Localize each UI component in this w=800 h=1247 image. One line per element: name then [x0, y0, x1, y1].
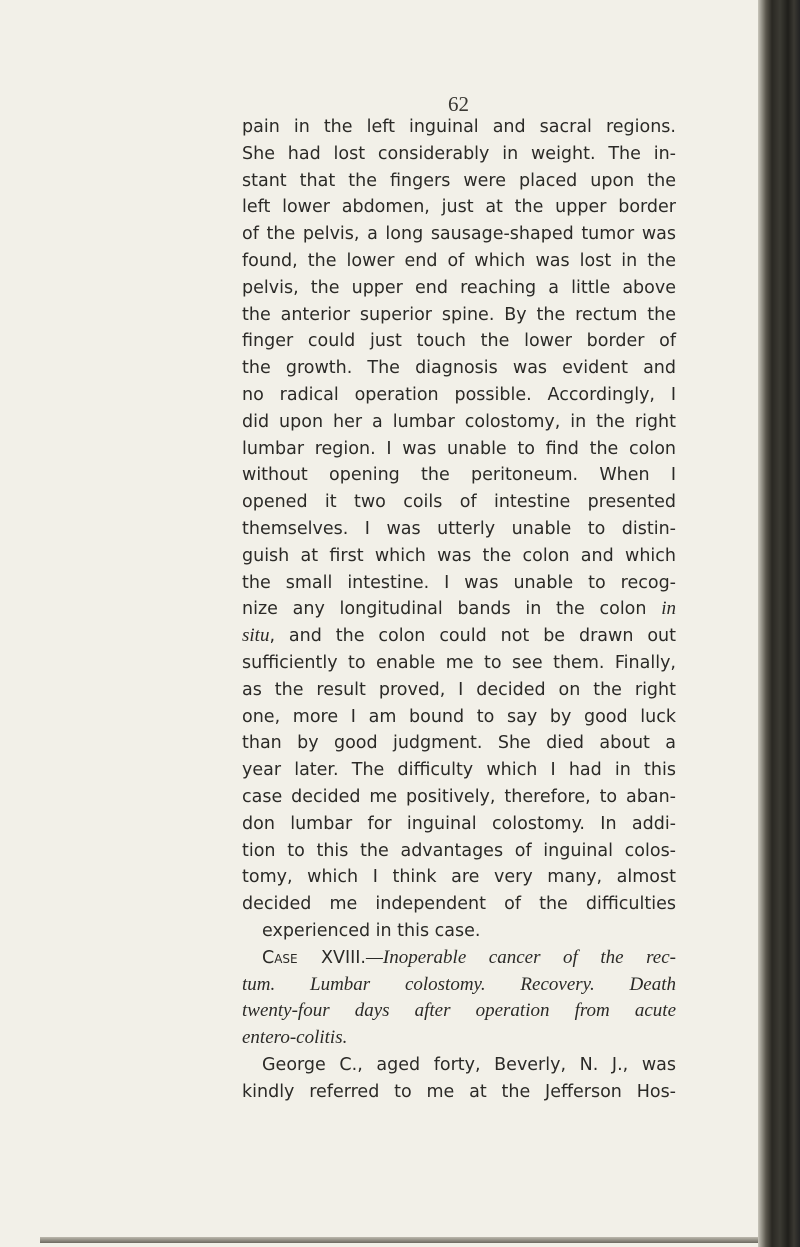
text-line-with-italic — [242, 596, 676, 623]
case-title-line: entero-colitis. — [242, 1027, 348, 1049]
text-segment: nize any longitudinal bands in the colon — [242, 599, 647, 620]
text-line: She had lost considerably in weight. The in- — [242, 143, 676, 164]
text-line: without opening the peritoneum. When I — [242, 465, 676, 486]
text-line: than by good judgment. She died about a — [242, 733, 676, 754]
page-binding-edge — [758, 0, 800, 1247]
text-line: year later. The difficulty which I had in this — [242, 760, 676, 781]
case-title-line: twenty-four days after operation from acute — [242, 1000, 676, 1022]
text-line: stant that the fingers were placed upon the — [242, 170, 676, 191]
text-line: case decided me positively, therefore, to aban- — [242, 786, 676, 807]
case-title-line: tum. Lumbar colostomy. Recovery. Death — [242, 973, 676, 995]
text-segment: , and the colon could not be drawn out — [269, 626, 676, 647]
text-line: themselves. I was utterly unable to distin- — [242, 518, 676, 539]
text-line: the small intestine. I was unable to recog- — [242, 572, 676, 593]
text-line: sufficiently to enable me to see them. Finally, — [242, 652, 676, 673]
text-line: pelvis, the upper end reaching a little above — [242, 277, 676, 298]
text-line: of the pelvis, a long sausage-shaped tumor was — [242, 224, 676, 245]
text-line: tomy, which I think are very many, almost — [242, 867, 676, 888]
page-bottom-edge — [40, 1237, 758, 1243]
text-line: pain in the left inguinal and sacral regions. — [242, 117, 676, 137]
page-number: 62 — [448, 92, 469, 116]
text-line: no radical operation possible. Accordingly, I — [242, 384, 676, 405]
text-line: finger could just touch the lower border of — [242, 331, 676, 352]
text-line: guish at first which was the colon and which — [242, 545, 676, 566]
text-line: opened it two coils of intestine presented — [242, 492, 676, 513]
text-line: the growth. The diagnosis was evident and — [242, 358, 676, 379]
case-label: Case XVIII. — [262, 947, 366, 968]
text-line: left lower abdomen, just at the upper border — [242, 197, 676, 218]
text-line: decided me independent of the difficulties — [242, 894, 676, 915]
text-line: experienced in this case. — [262, 920, 481, 941]
text-line: as the result proved, I decided on the right — [242, 679, 676, 700]
text-line: did upon her a lumbar colostomy, in the right — [242, 411, 676, 432]
italic-word: in — [661, 598, 676, 620]
text-line: kindly referred to me at the Jefferson Hos- — [242, 1081, 676, 1102]
text-line: one, more I am bound to say by good luck — [242, 706, 676, 727]
italic-word: situ — [242, 625, 270, 647]
case-heading-line — [242, 945, 676, 972]
text-line: lumbar region. I was unable to find the colon — [242, 438, 676, 459]
text-line: tion to this the advantages of inguinal colos- — [242, 840, 676, 861]
text-line: don lumbar for inguinal colostomy. In addi- — [242, 813, 676, 834]
text-line: found, the lower end of which was lost in the — [242, 250, 676, 271]
body-text — [242, 114, 676, 1105]
text-line: George C., aged forty, Beverly, N. J., was — [262, 1054, 676, 1075]
text-line: the anterior superior spine. By the rectum the — [242, 304, 676, 325]
text-line-with-italic — [242, 623, 676, 650]
case-title: —Inoperable cancer of the rec- — [366, 946, 677, 968]
